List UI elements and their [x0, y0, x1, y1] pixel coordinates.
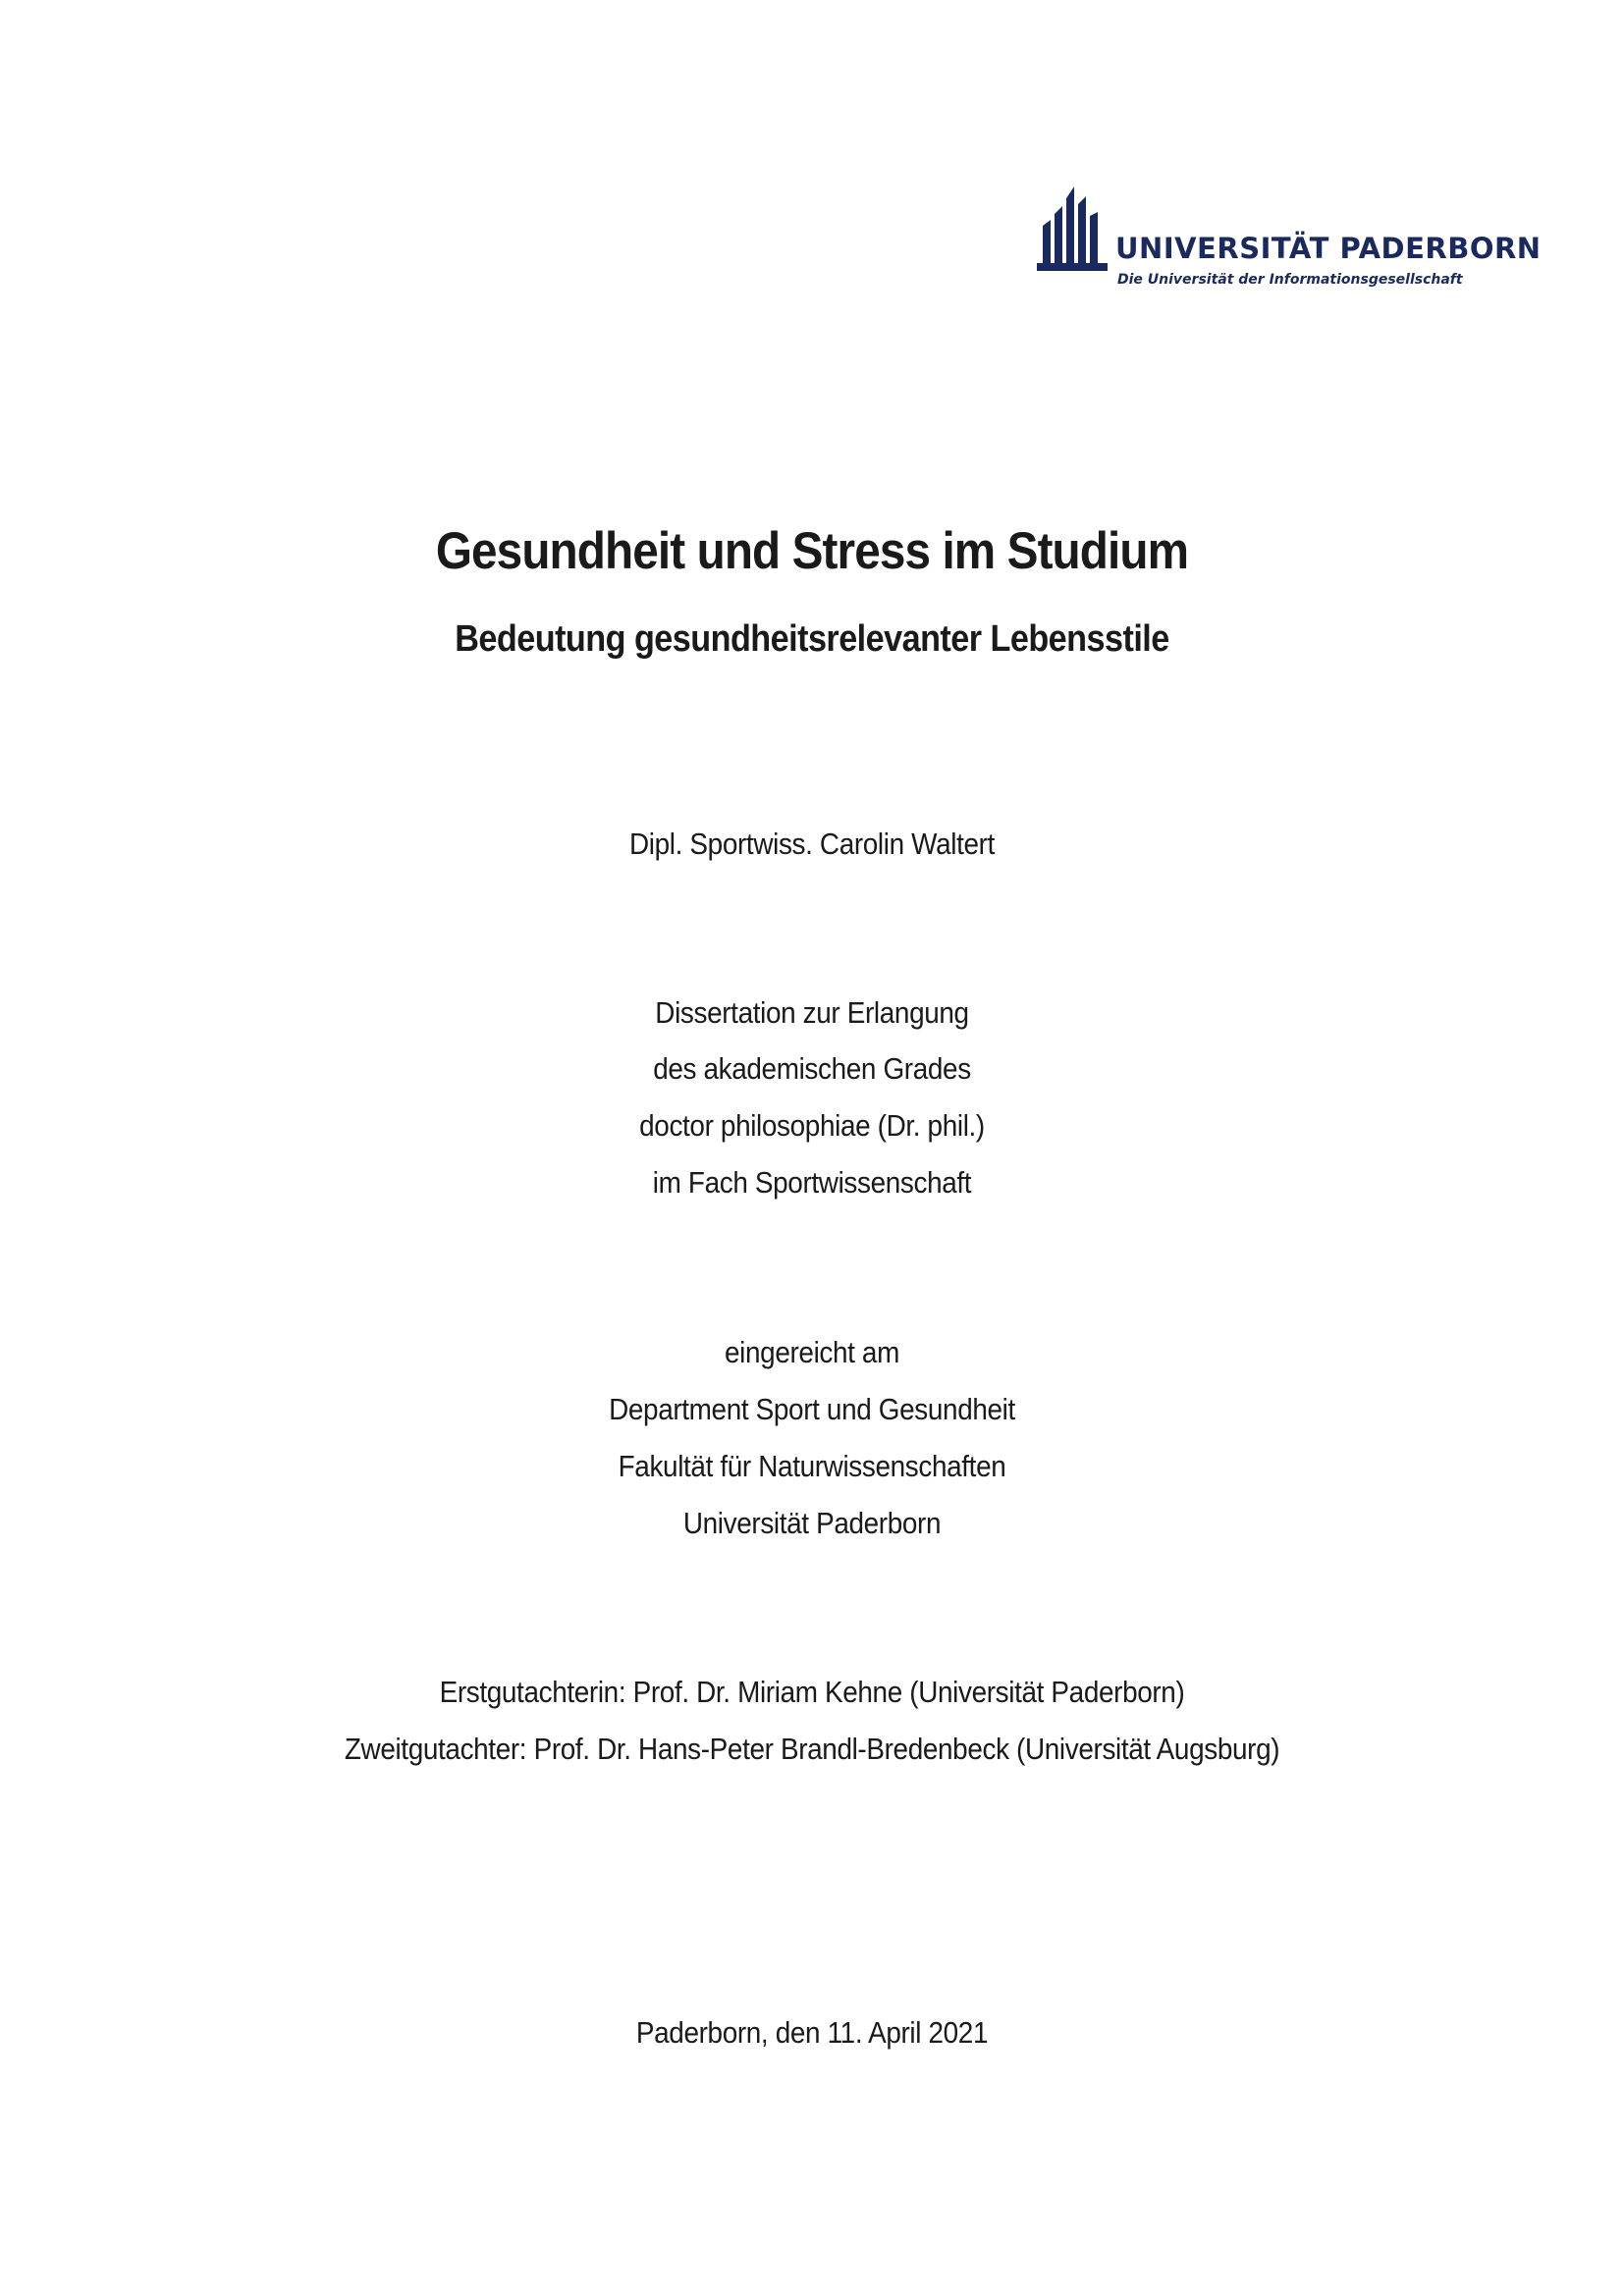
submission-line: Universität Paderborn: [682, 1506, 942, 1540]
dissertation-line: Dissertation zur Erlangung: [655, 995, 969, 1030]
university-name: UNIVERSITÄT PADERBORN: [1115, 232, 1542, 265]
dissertation-line: im Fach Sportwissenschaft: [652, 1165, 972, 1200]
submission-line: eingereicht am: [725, 1335, 899, 1369]
university-tagline: Die Universität der Informationsgesellschaft: [1117, 272, 1463, 288]
university-logo: [1033, 177, 1542, 294]
document-subtitle: Bedeutung gesundheitsrelevanter Lebensstile: [455, 618, 1169, 660]
submission-line: Department Sport und Gesundheit: [609, 1392, 1015, 1426]
university-logo-icon: [1033, 177, 1111, 275]
dissertation-line: des akademischen Grades: [653, 1051, 971, 1086]
reviewer-first: Erstgutachterin: Prof. Dr. Miriam Kehne (Universität Paderborn): [439, 1675, 1185, 1709]
submission-line: Fakultät für Naturwissenschaften: [618, 1449, 1006, 1483]
dissertation-line: doctor philosophiae (Dr. phil.): [639, 1108, 985, 1143]
document-title: Gesundheit und Stress im Studium: [435, 522, 1189, 580]
place-date: Paderborn, den 11. April 2021: [635, 2015, 989, 2050]
reviewer-second: Zweitgutachter: Prof. Dr. Hans-Peter Brandl-Bredenbeck (Universität Augsburg): [344, 1732, 1280, 1766]
author: Dipl. Sportwiss. Carolin Waltert: [629, 827, 995, 861]
